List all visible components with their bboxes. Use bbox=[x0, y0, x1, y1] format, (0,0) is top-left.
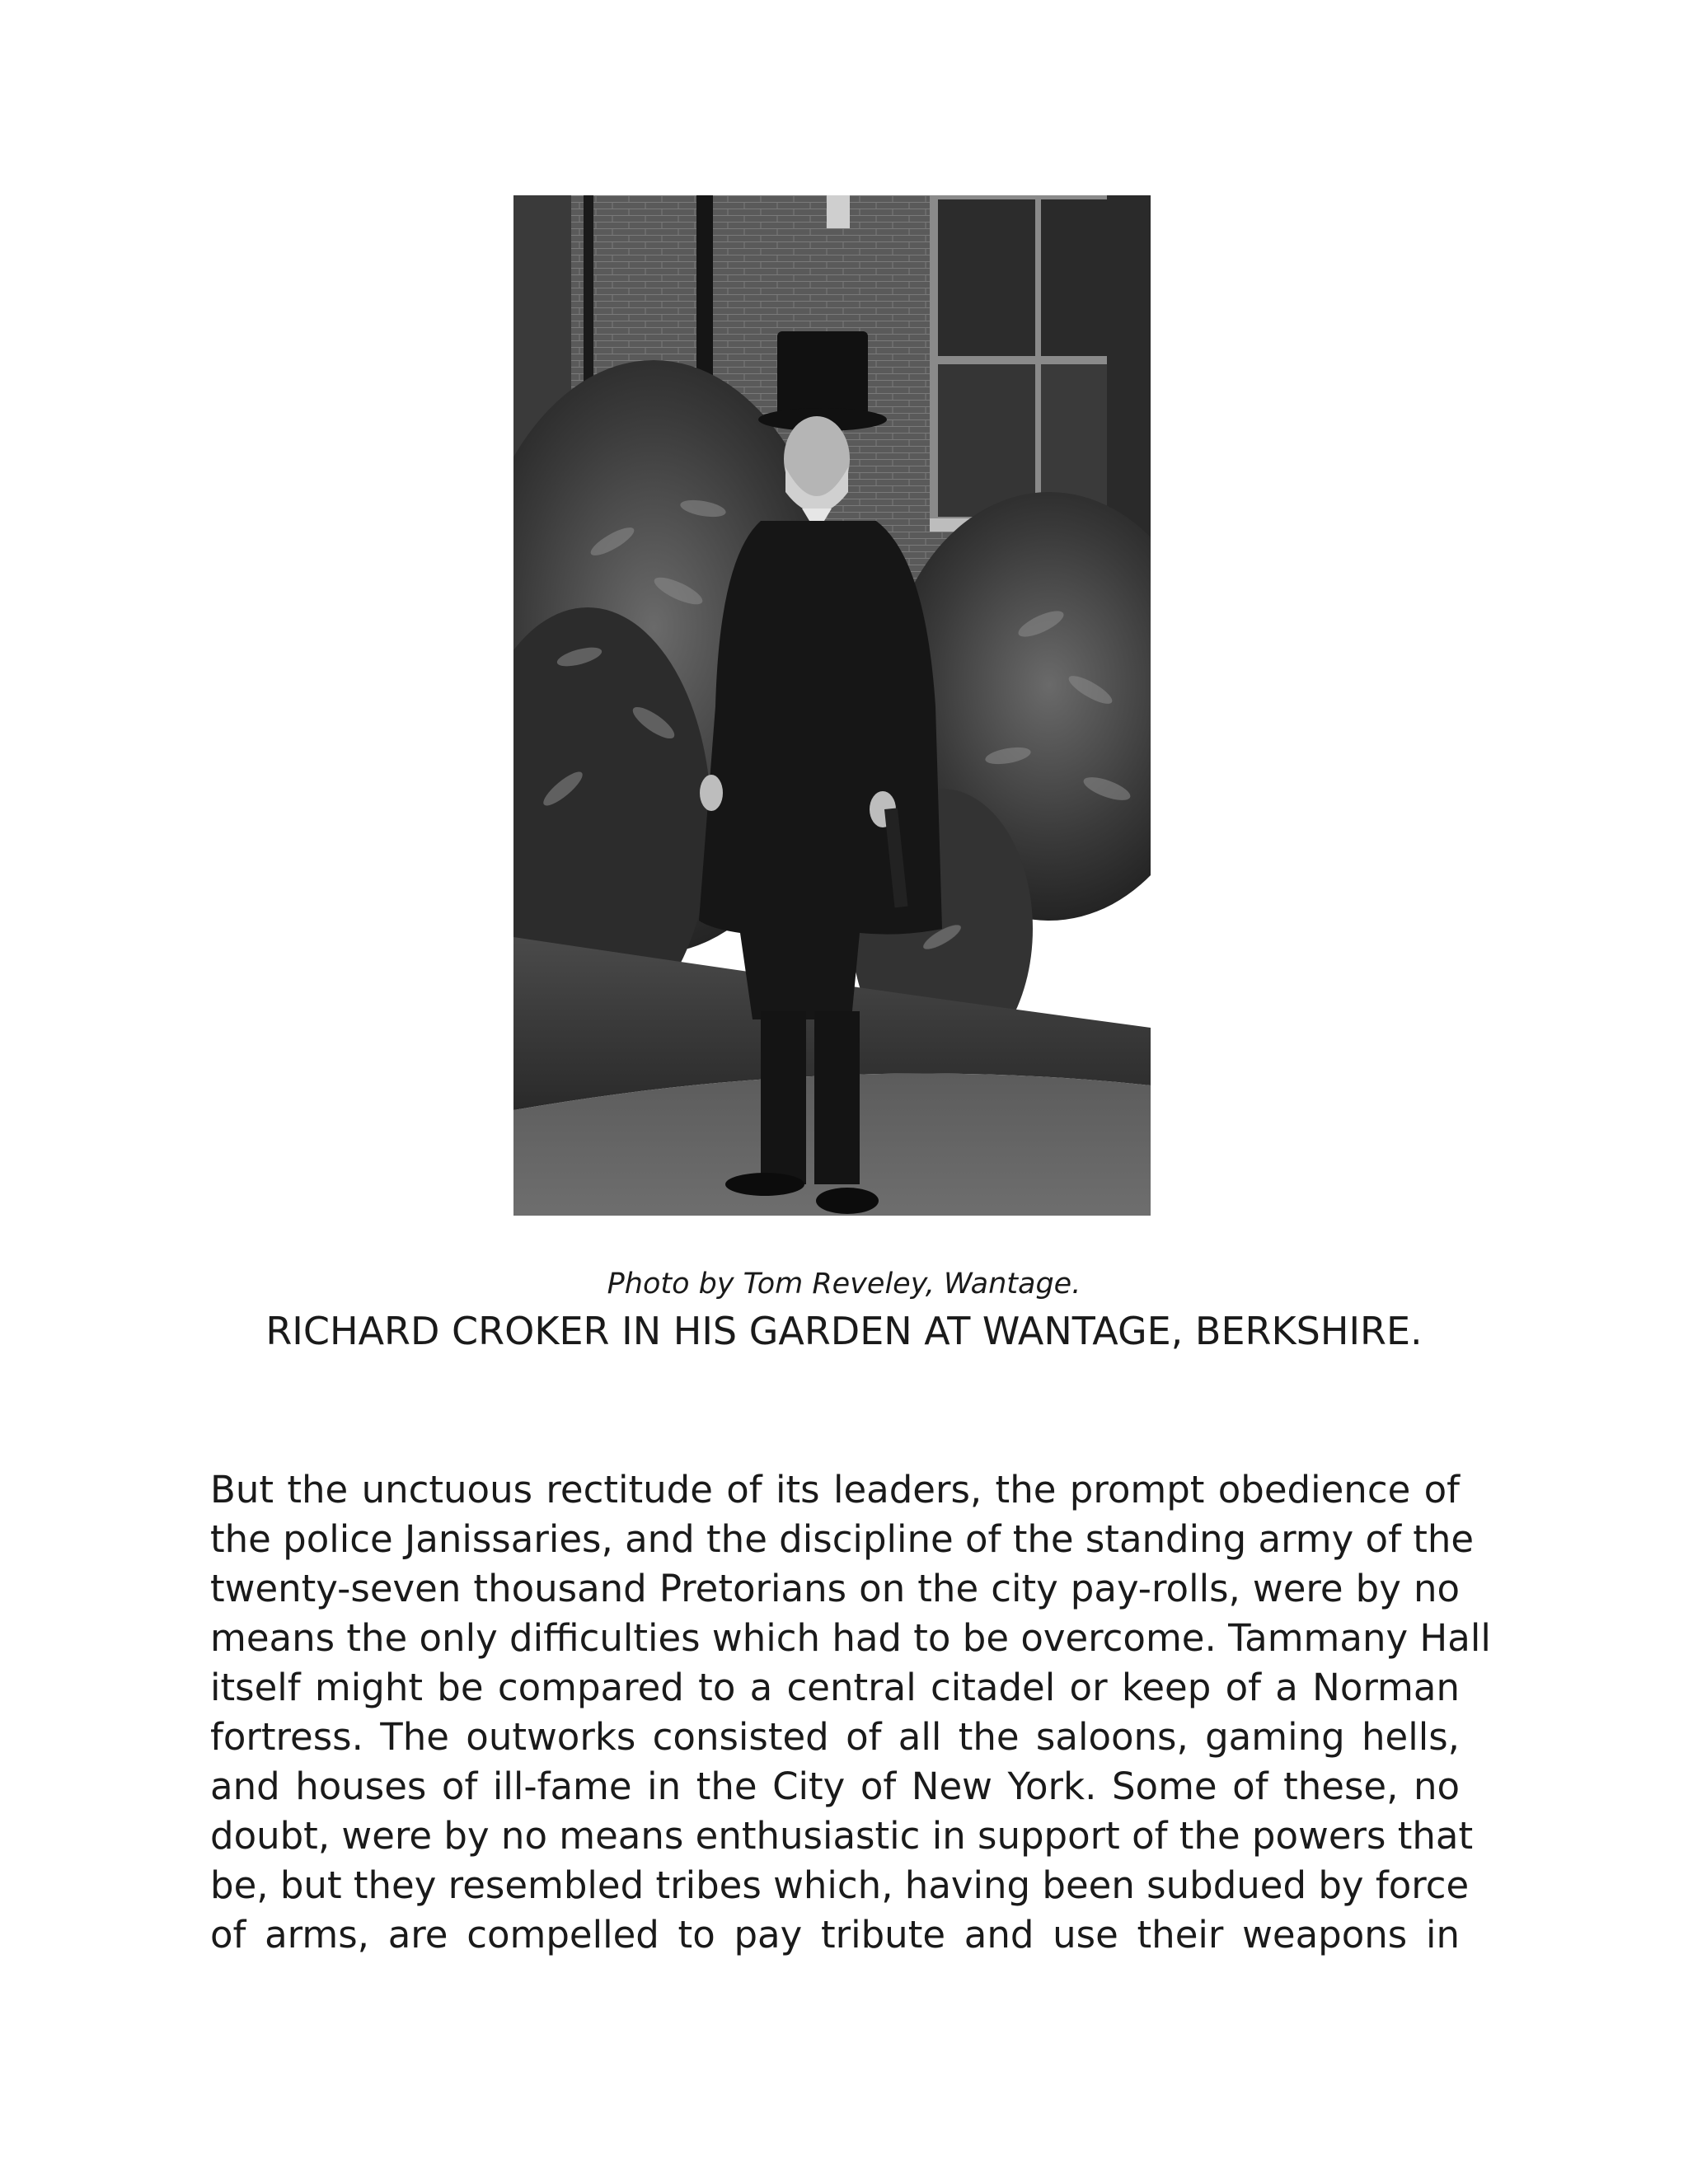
body-line: of arms, are compelled to pay tribute and use their weapons in bbox=[210, 1913, 1460, 1957]
body-line: doubt, were by no means enthusiastic in support of the powers that bbox=[210, 1814, 1474, 1858]
figure-caption: RICHARD CROKER IN HIS GARDEN AT WANTAGE, BERKSHIRE. bbox=[265, 1309, 1423, 1353]
body-line: and houses of ill-fame in the City of New York. Some of these, no bbox=[210, 1765, 1460, 1808]
body-line: But the unctuous rectitude of its leaders, the prompt obedience of bbox=[210, 1468, 1460, 1511]
garden-photo bbox=[513, 195, 1151, 1216]
body-line: means the only difficulties which had to be overcome. Tammany Hall bbox=[210, 1616, 1491, 1660]
photo-credit: Photo by Tom Reveley, Wantage. bbox=[607, 1268, 1081, 1301]
body-line: twenty-seven thousand Pretorians on the city pay-rolls, were by no bbox=[210, 1567, 1460, 1610]
body-line: itself might be compared to a central citadel or keep of a Norman bbox=[210, 1666, 1460, 1709]
body-paragraph bbox=[210, 1465, 1491, 1960]
body-line: be, but they resembled tribes which, having been subdued by force bbox=[210, 1863, 1470, 1907]
body-line: the police Janissaries, and the discipline of the standing army of the bbox=[210, 1517, 1475, 1561]
body-line: fortress. The outworks consisted of all the saloons, gaming hells, bbox=[210, 1715, 1460, 1759]
